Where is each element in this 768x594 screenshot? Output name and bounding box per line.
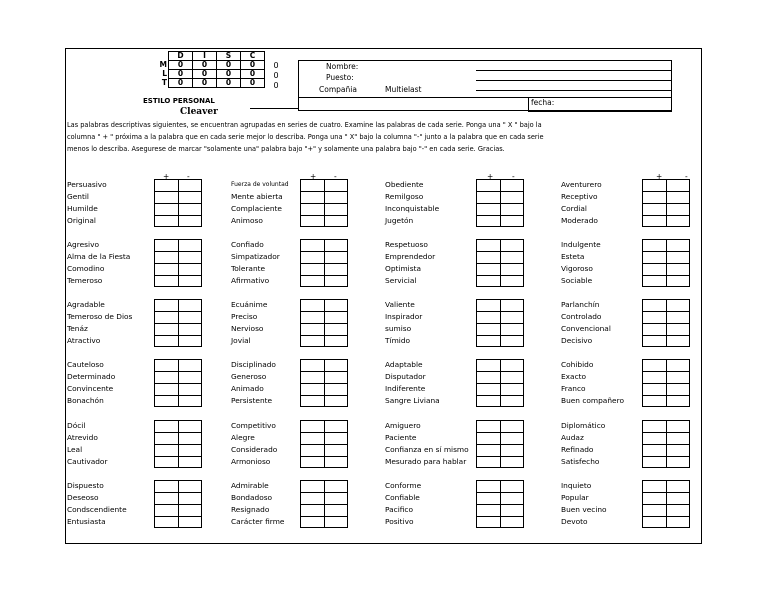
descriptor-word: Refinado [561, 445, 594, 454]
descriptor-word: Temeroso de Dios [67, 312, 133, 321]
descriptor-word: Persuasivo [67, 180, 107, 189]
descriptor-word: Devoto [561, 517, 588, 526]
compania-value: Multielast [385, 85, 422, 94]
descriptor-word: Entusiasta [67, 517, 106, 526]
descriptor-word: Resignado [231, 505, 270, 514]
descriptor-word: Mente abierta [231, 192, 283, 201]
descriptor-word: Paciente [385, 433, 417, 442]
descriptor-word: Jugetón [385, 216, 414, 225]
descriptor-word: Conforme [385, 481, 422, 490]
mark-box-group[interactable] [476, 299, 524, 347]
descriptor-word: Parlanchín [561, 300, 600, 309]
descriptor-word: Respetuoso [385, 240, 428, 249]
descriptor-word: Bonachón [67, 396, 104, 405]
descriptor-word: Tímido [385, 336, 411, 345]
descriptor-word: Disputador [385, 372, 426, 381]
descriptor-word: Complaciente [231, 204, 282, 213]
descriptor-word: Alma de la Fiesta [67, 252, 131, 261]
mark-box-group[interactable] [300, 299, 348, 347]
descriptor-word: Satisfecho [561, 457, 600, 466]
descriptor-word: Armonioso [231, 457, 271, 466]
disc-total-l: 0 [273, 71, 279, 80]
descriptor-word: Obediente [385, 180, 424, 189]
descriptor-word: Tenáz [67, 324, 88, 333]
descriptor-word: Carácter firme [231, 517, 285, 526]
descriptor-word: Disciplinado [231, 360, 276, 369]
mark-box-group[interactable] [642, 359, 690, 407]
descriptor-word: Sociable [561, 276, 593, 285]
mark-box-group[interactable] [154, 359, 202, 407]
disc-cell: 0 [217, 70, 241, 79]
descriptor-word: Decisivo [561, 336, 593, 345]
descriptor-word: Diplomático [561, 421, 606, 430]
descriptor-word: Exacto [561, 372, 587, 381]
descriptor-word: Generoso [231, 372, 267, 381]
disc-header-d: D [169, 52, 193, 61]
fecha-label: fecha: [531, 98, 555, 107]
descriptor-word: Confiado [231, 240, 264, 249]
plus-header: + [656, 172, 663, 181]
mark-box-group[interactable] [154, 179, 202, 227]
mark-box-group[interactable] [300, 480, 348, 528]
descriptor-word: Buen vecino [561, 505, 607, 514]
descriptor-word: Positivo [385, 517, 414, 526]
descriptor-word: Franco [561, 384, 586, 393]
minus-header: - [334, 172, 337, 181]
mark-box-group[interactable] [300, 359, 348, 407]
mark-box-group[interactable] [642, 420, 690, 468]
descriptor-word: Pacifico [385, 505, 414, 514]
descriptor-word: Convencional [561, 324, 611, 333]
descriptor-word: Humilde [67, 204, 98, 213]
descriptor-word: Mesurado para hablar [385, 457, 467, 466]
descriptor-word: Gentil [67, 192, 89, 201]
mark-box-group[interactable] [154, 420, 202, 468]
descriptor-word: Atrevido [67, 433, 98, 442]
mark-box-group[interactable] [642, 299, 690, 347]
descriptor-word: Audaz [561, 433, 584, 442]
nombre-label: Nombre: [326, 62, 359, 71]
descriptor-word: Original [67, 216, 96, 225]
mark-box-group[interactable] [154, 480, 202, 528]
mark-box-group[interactable] [300, 420, 348, 468]
descriptor-word: Cautivador [67, 457, 108, 466]
minus-header: - [512, 172, 515, 181]
descriptor-word: Remilgoso [385, 192, 424, 201]
descriptor-word: Nervioso [231, 324, 264, 333]
descriptor-word: Optimista [385, 264, 421, 273]
cleaver-label: Cleaver [180, 107, 218, 117]
disc-cell: 0 [193, 61, 217, 70]
mark-box-group[interactable] [642, 239, 690, 287]
descriptor-word: Cauteloso [67, 360, 104, 369]
descriptor-word: Condscendiente [67, 505, 127, 514]
descriptor-word: Cohibido [561, 360, 594, 369]
mark-box-group[interactable] [476, 239, 524, 287]
estilo-personal-label: ESTILO PERSONAL [143, 97, 215, 105]
mark-box-group[interactable] [300, 179, 348, 227]
disc-cell: 0 [217, 79, 241, 88]
descriptor-word: Considerado [231, 445, 278, 454]
descriptor-word: Agresivo [67, 240, 99, 249]
descriptor-word: Deseoso [67, 493, 99, 502]
disc-row-label-l: L [162, 69, 167, 78]
instructions-line-1: Las palabras descriptivas siguientes, se encuentran agrupadas en series de cuatro. Examine las palabras de cada serie. Ponga una " X " bajo la [67, 121, 542, 129]
disc-cell: 0 [169, 61, 193, 70]
descriptor-word: Inconquistable [385, 204, 440, 213]
descriptor-word: Aventurero [561, 180, 602, 189]
descriptor-word: Leal [67, 445, 83, 454]
descriptor-word: Dócil [67, 421, 86, 430]
descriptor-word: Competitivo [231, 421, 276, 430]
descriptor-word: Sangre Liviana [385, 396, 440, 405]
descriptor-word: Fuerza de voluntad [231, 181, 289, 188]
disc-cell: 0 [241, 61, 265, 70]
instructions-line-3: menos lo describa. Asegurese de marcar "solamente una" palabra bajo "+" y solamente una palabra bajo "-" en cada serie. Gracias. [67, 145, 505, 153]
disc-cell: 0 [169, 70, 193, 79]
mark-box-group[interactable] [300, 239, 348, 287]
descriptor-word: Adaptable [385, 360, 423, 369]
disc-cell: 0 [193, 70, 217, 79]
disc-header-s: S [217, 52, 241, 61]
disc-header-i: I [193, 52, 217, 61]
descriptor-word: Inquieto [561, 481, 592, 490]
descriptor-word: Alegre [231, 433, 255, 442]
mark-box-group[interactable] [154, 239, 202, 287]
descriptor-word: Jovial [231, 336, 251, 345]
descriptor-word: Popular [561, 493, 589, 502]
plus-header: + [163, 172, 170, 181]
disc-cell: 0 [169, 79, 193, 88]
descriptor-word: Cordial [561, 204, 587, 213]
descriptor-word: Amiguero [385, 421, 421, 430]
mark-box-group[interactable] [642, 179, 690, 227]
descriptor-word: Confianza en sí mismo [385, 445, 469, 454]
disc-cell: 0 [193, 79, 217, 88]
descriptor-word: Persistente [231, 396, 273, 405]
descriptor-word: Admirable [231, 481, 269, 490]
disc-cell: 0 [241, 70, 265, 79]
mark-box-group[interactable] [476, 359, 524, 407]
descriptor-word: Valiente [385, 300, 415, 309]
descriptor-word: Ecuánime [231, 300, 268, 309]
descriptor-word: Vigoroso [561, 264, 593, 273]
descriptor-word: Tolerante [231, 264, 266, 273]
compania-label: Compañia [319, 85, 357, 94]
mark-box-group[interactable] [642, 480, 690, 528]
mark-box-group[interactable] [154, 299, 202, 347]
disc-cell: 0 [241, 79, 265, 88]
descriptor-word: Temeroso [67, 276, 103, 285]
descriptor-word: Moderado [561, 216, 598, 225]
descriptor-word: Animado [231, 384, 264, 393]
descriptor-word: Confiable [385, 493, 420, 502]
descriptor-word: Esteta [561, 252, 585, 261]
minus-header: - [685, 172, 688, 181]
disc-score-table [155, 51, 265, 88]
descriptor-word: Emprendedor [385, 252, 436, 261]
minus-header: - [187, 172, 190, 181]
descriptor-word: Convincente [67, 384, 114, 393]
descriptor-word: Indiferente [385, 384, 426, 393]
disc-cell: 0 [217, 61, 241, 70]
descriptor-word: sumiso [385, 324, 412, 333]
mark-box-group[interactable] [476, 420, 524, 468]
mark-box-group[interactable] [476, 179, 524, 227]
puesto-label: Puesto: [326, 73, 354, 82]
instructions-line-2: columna " + " próxima a la palabra que en cada serie mejor lo describa. Ponga una " X" bajo la columna "-" junto a la palabra que en cada serie [67, 133, 544, 141]
descriptor-word: Comodino [67, 264, 105, 273]
descriptor-word: Servicial [385, 276, 417, 285]
descriptor-word: Buen compañero [561, 396, 624, 405]
descriptor-word: Determinado [67, 372, 116, 381]
descriptor-word: Dispuesto [67, 481, 104, 490]
mark-box-group[interactable] [476, 480, 524, 528]
descriptor-word: Bondadoso [231, 493, 273, 502]
descriptor-word: Atractivo [67, 336, 101, 345]
disc-row-label-m: M [159, 60, 167, 69]
disc-row-label-t: T [161, 78, 167, 87]
plus-header: + [310, 172, 317, 181]
descriptor-word: Simpatizador [231, 252, 280, 261]
disc-header-c: C [241, 52, 265, 61]
descriptor-word: Inspirador [385, 312, 423, 321]
descriptor-word: Afirmativo [231, 276, 270, 285]
descriptor-word: Controlado [561, 312, 602, 321]
disc-total-m: 0 [273, 61, 279, 70]
descriptor-word: Preciso [231, 312, 258, 321]
descriptor-word: Agradable [67, 300, 105, 309]
plus-header: + [487, 172, 494, 181]
descriptor-word: Indulgente [561, 240, 601, 249]
disc-total-t: 0 [273, 81, 279, 90]
descriptor-word: Receptivo [561, 192, 598, 201]
descriptor-word: Animoso [231, 216, 263, 225]
